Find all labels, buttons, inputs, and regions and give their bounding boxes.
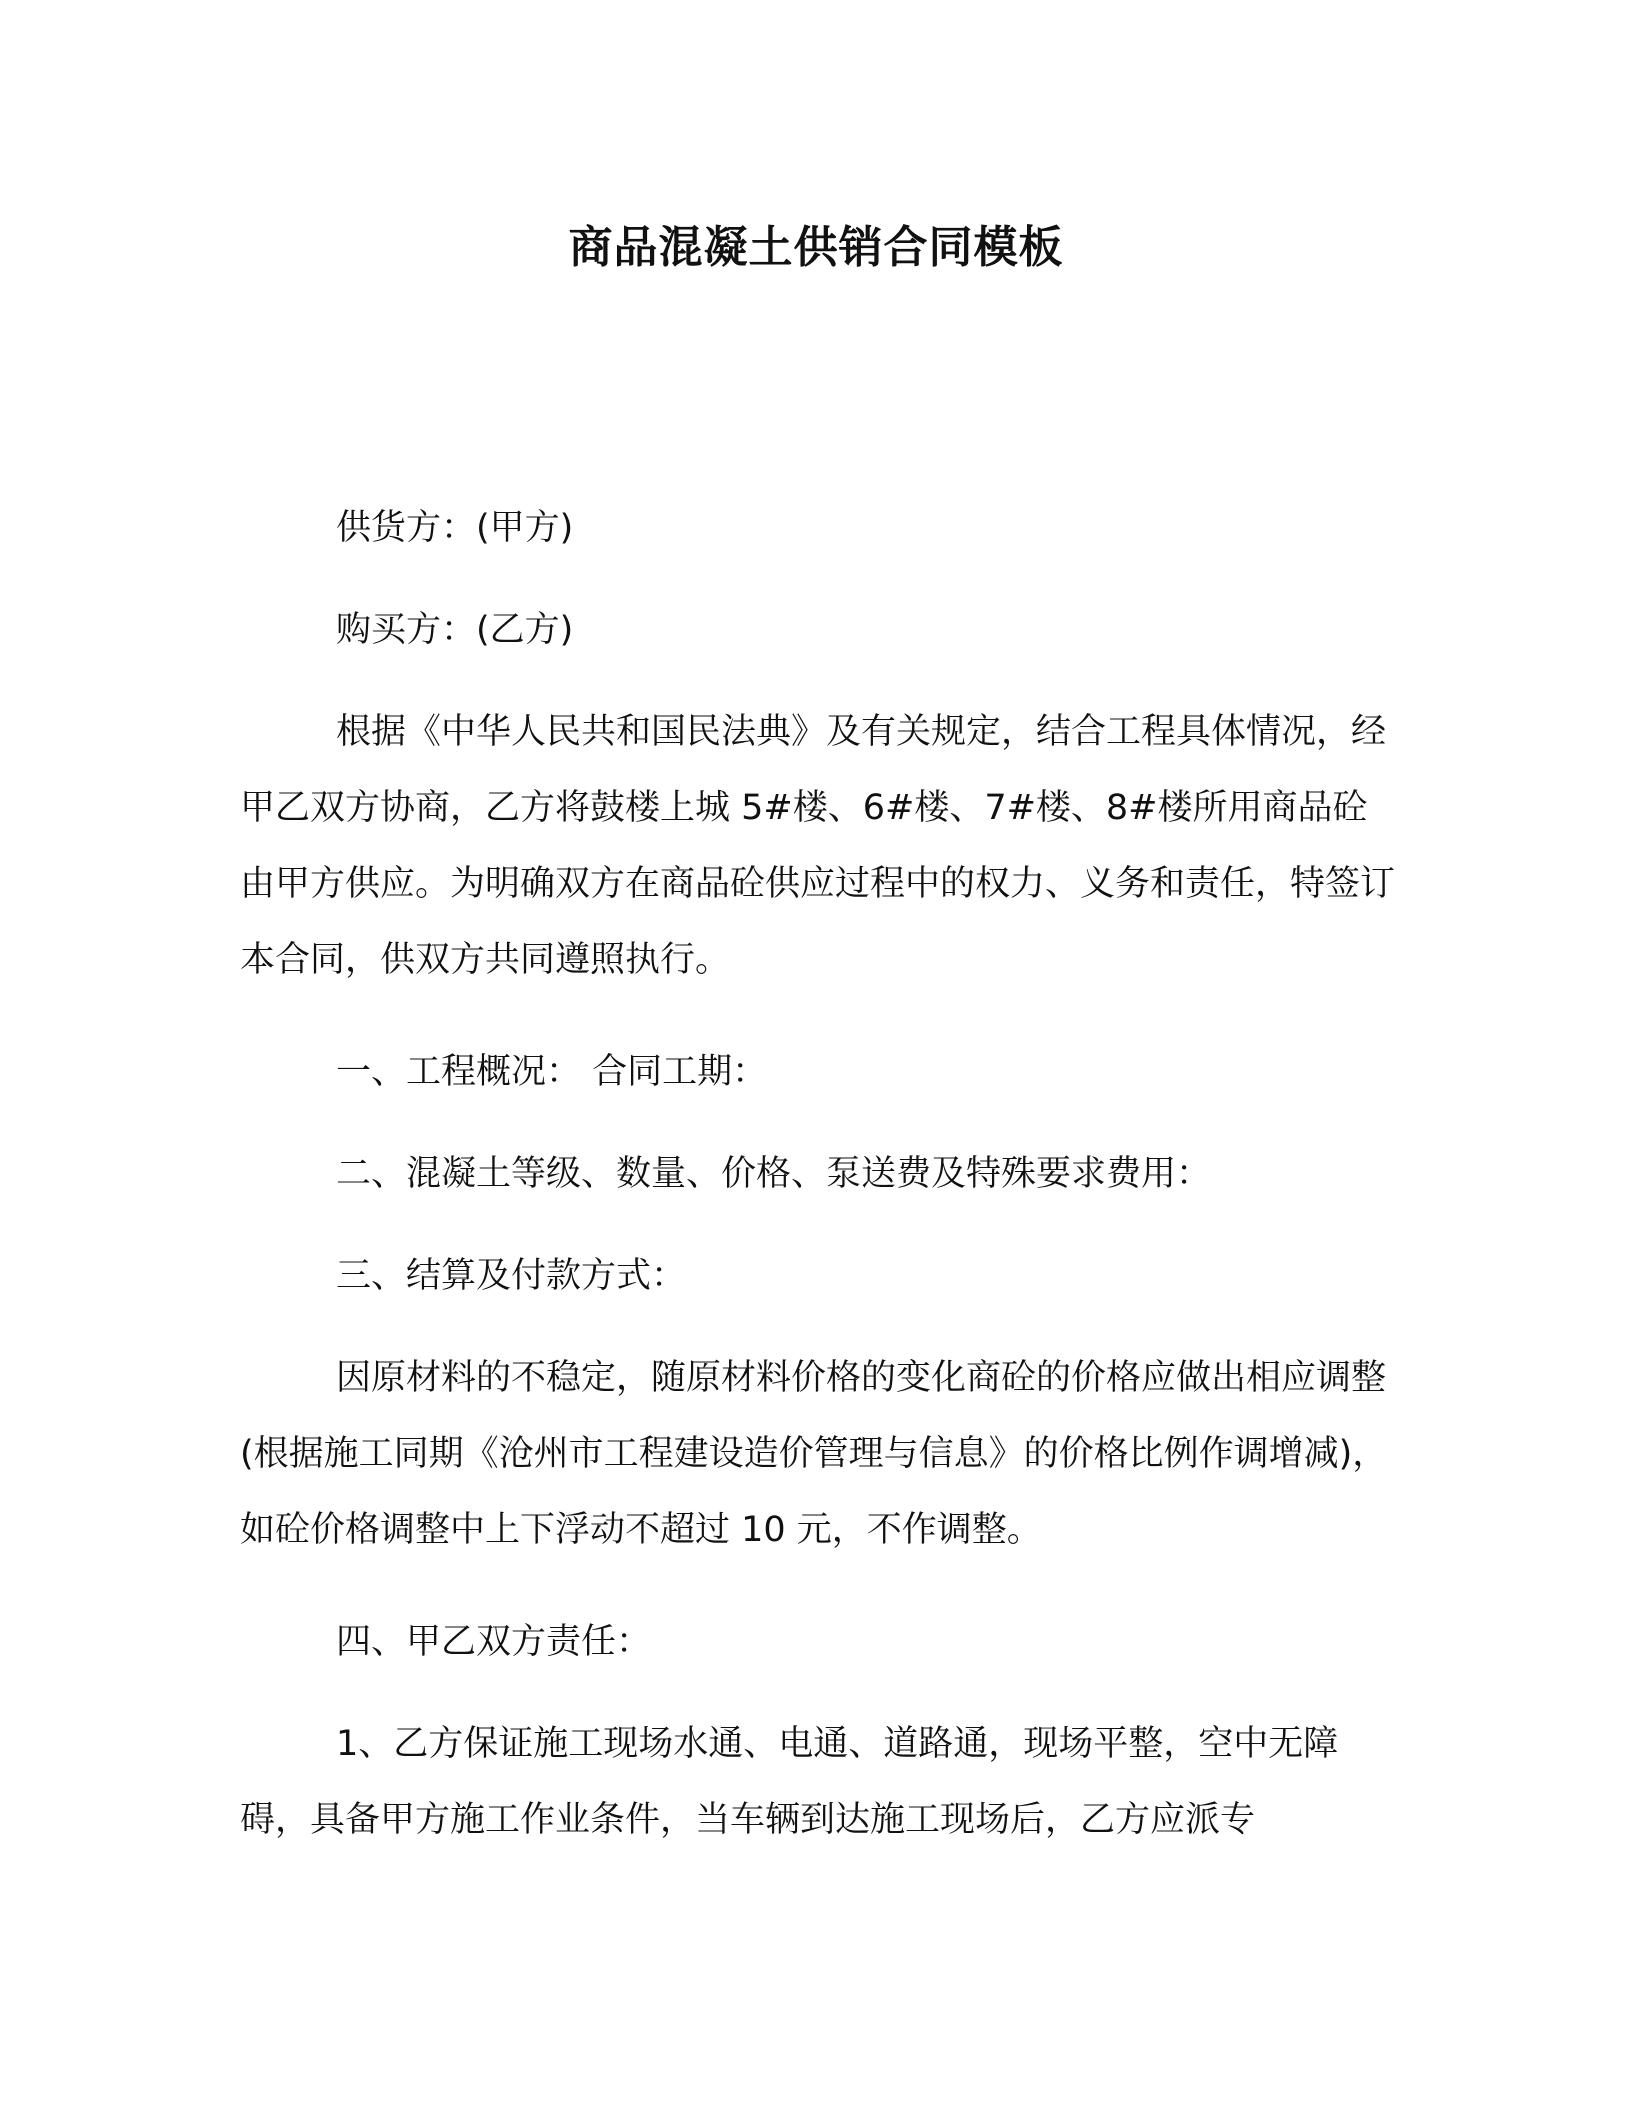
section-1-heading: 一、工程概况： 合同工期：	[336, 1052, 768, 1092]
section-2-heading: 二、混凝土等级、数量、价格、泵送费及特殊要求费用：	[336, 1154, 1212, 1194]
preamble-paragraph: 根据《中华人民共和国民法典》及有关规定，结合工程具体情况，经甲乙双方协商，乙方将鼓楼上城 5#楼、6#楼、7#楼、8#楼所用商品砼由甲方供应。为明确双方在商品砼供应过程中的权力、义务和责任，特签订本合同，供双方共同遵照执行。	[240, 712, 1396, 980]
buyer-line: 购买方：(乙方)	[336, 610, 574, 650]
price-adjustment-paragraph: 因原材料的不稳定，随原材料价格的变化商砼的价格应做出相应调整(根据施工同期《沧州市工程建设造价管理与信息》的价格比例作调增减)，如砼价格调整中上下浮动不超过 10 元，不作调整。	[240, 1358, 1388, 1550]
section-4-heading: 四、甲乙双方责任：	[336, 1622, 652, 1662]
supplier-line: 供货方：(甲方)	[336, 508, 574, 548]
clause-1-paragraph: 1、乙方保证施工现场水通、电通、道路通，现场平整，空中无障碍，具备甲方施工作业条件，当车辆到达施工现场后，乙方应派专	[240, 1724, 1339, 1840]
section-3-heading: 三、结算及付款方式：	[336, 1256, 687, 1296]
document-title: 商品混凝土供销合同模板	[568, 222, 1064, 273]
